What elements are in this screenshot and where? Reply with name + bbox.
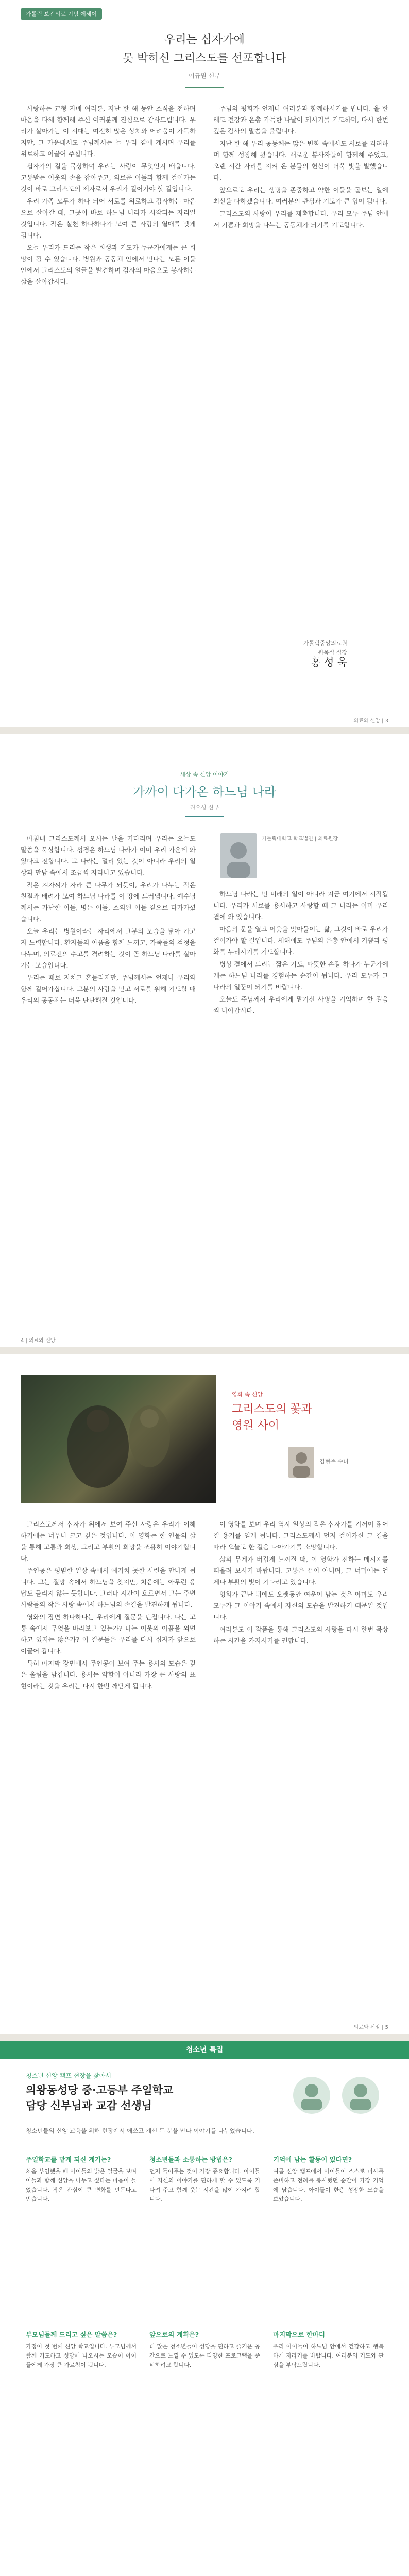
- youth-interview-page: [0, 2041, 409, 2576]
- film-kicker: 영화 속 신앙: [232, 1391, 263, 1398]
- qa-question: 주일학교를 맡게 되신 계기는?: [26, 2156, 111, 2163]
- author-info: 가톨릭대학교 학교법인 | 의료원장: [262, 836, 338, 842]
- page-footer: 4 | 의료와 신앙: [21, 1338, 56, 1344]
- qa-question: 부모님들께 드리고 싶은 말씀은?: [26, 2331, 117, 2338]
- film-author: 김현주 수녀: [319, 1458, 349, 1465]
- paragraph: 영화의 장면 하나하나는 우리에게 질문을 던집니다. 나는 고통 속에서 무엇을 바라보고 있는가? 나는 이웃의 아픔을 외면하고 있지는 않은가? 이 질문들은 우리를 다시 십자가 앞으로 이끌어 갑니다.: [21, 1613, 196, 1655]
- film-still-photo: [21, 1375, 216, 1503]
- paragraph: 오늘 우리가 드리는 작은 희생과 기도가 누군가에게는 큰 희망이 될 수 있습니다. 병원과 공동체 안에서 만나는 모든 이들 안에서 그리스도의 얼굴을 발견하며 감사의 마음으로 봉사하는 삶을 살아갑시다.: [21, 244, 196, 285]
- youth-intro: 청소년들의 신앙 교육을 위해 현장에서 애쓰고 계신 두 분을 만나 이야기를 나누었습니다.: [26, 2123, 383, 2139]
- qa-question: 마지막으로 한마디: [273, 2331, 325, 2338]
- paragraph: 오늘도 주님께서 우리에게 맡기신 사명을 기억하며 한 걸음씩 나아갑시다.: [213, 995, 388, 1014]
- paragraph: 사랑하는 교형 자매 여러분, 지난 한 해 동안 소식을 전하며 마음을 다해 함께해 주신 여러분께 진심으로 감사드립니다. 우리가 살아가는 이 시대는 여전히 많은 상처와 어려움이 가득하지만, 그 가운데서도 주님께서는 늘 우리 곁에 계시며 우리를 위로하고 이끌어 주십니다.: [21, 105, 196, 158]
- paragraph: 병상 곁에서 드리는 짧은 기도, 따뜻한 손길 하나가 누군가에게는 하느님 나라를 경험하는 순간이 됩니다. 우리 모두가 그 나라의 일꾼이 되기를 바랍니다.: [213, 960, 388, 991]
- paragraph: 그리스도의 사랑이 우리를 재촉합니다. 우리 모두 주님 안에서 기쁨과 희망을 나누는 공동체가 되기를 기도합니다.: [213, 210, 388, 229]
- interviewee-photos: [288, 2072, 386, 2119]
- title-divider: [185, 87, 224, 88]
- qa-answer: 먼저 들어주는 것이 가장 중요합니다. 아이들이 자신의 이야기를 편하게 할 수 있도록 기다려 주고 함께 웃는 시간을 많이 가지려 합니다.: [149, 2168, 260, 2202]
- film-column-right: [213, 1519, 388, 1648]
- signature-org: 가톨릭중앙의료원: [303, 640, 347, 647]
- title-divider: [185, 816, 224, 817]
- qa-answer: 가정이 첫 번째 신앙 학교입니다. 부모님께서 함께 기도하고 성당에 나오시는 모습이 아이들에게 가장 큰 가르침이 됩니다.: [26, 2343, 137, 2368]
- qa-item: [26, 2330, 137, 2370]
- qa-item: [26, 2155, 137, 2204]
- signature-name: 홍 성 욱: [311, 656, 347, 668]
- paragraph: 우리는 때로 지치고 흔들리지만, 주님께서는 언제나 우리와 함께 걸어가십니다. 그분의 사랑을 믿고 서로를 위해 기도할 때 우리의 공동체는 더욱 단단해질 것입니다.: [21, 974, 196, 1004]
- person-icon: [288, 1447, 314, 1478]
- paragraph: 영화가 끝난 뒤에도 오랫동안 여운이 남는 것은 아마도 우리 모두가 그 이야기 속에서 자신의 모습을 발견하기 때문일 것입니다.: [213, 1590, 388, 1621]
- film-essay-page: [0, 1354, 409, 2034]
- paragraph: 특히 마지막 장면에서 주인공이 보여 주는 용서의 모습은 깊은 울림을 남깁니다. 용서는 약함이 아니라 가장 큰 사랑의 표현이라는 것을 우리는 다시 한번 깨닫게 됩니다.: [21, 1659, 196, 1690]
- essay-page-1: [0, 0, 409, 727]
- title-line-2: 영원 사이: [232, 1419, 280, 1432]
- title-line-1: 그리스도의 꽃과: [232, 1403, 312, 1416]
- headline-line-1: 의왕동성당 중·고등부 주일학교: [26, 2084, 174, 2096]
- qa-item: [149, 2155, 260, 2204]
- qa-item: [273, 2330, 384, 2370]
- essay-author: 이규원 신부: [189, 72, 220, 79]
- title-line-2: 못 박히신 그리스도를 선포합니다: [122, 52, 287, 65]
- youth-subtitle: 청소년 신앙 캠프 현장을 찾아서: [26, 2072, 111, 2079]
- page-footer: 의료와 신앙 | 5: [353, 2025, 388, 2030]
- qa-question: 청소년들과 소통하는 방법은?: [149, 2156, 232, 2163]
- youth-banner: [0, 2041, 409, 2059]
- essay-column-right: [213, 103, 388, 232]
- paragraph: 하느님 나라는 먼 미래의 일이 아니라 지금 여기에서 시작됩니다. 우리가 서로를 용서하고 사랑할 때 그 나라는 이미 우리 곁에 와 있습니다.: [213, 890, 388, 921]
- paragraph: 삶의 무게가 버겁게 느껴질 때, 이 영화가 전하는 메시지를 떠올려 보시기 바랍니다. 고통은 끝이 아니며, 그 너머에는 언제나 부활의 빛이 기다리고 있습니다.: [213, 1555, 388, 1586]
- essay-author: 권오성 신부: [190, 804, 219, 811]
- paragraph: 마침내 그리스도께서 오시는 날을 기다리며 우리는 오늘도 말씀을 묵상합니다. 성경은 하느님 나라가 이미 우리 가운데 와 있다고 전합니다. 그 나라는 멀리 있는 것이 아니라 우리의 일상과 만남 속에서 조금씩 자라나고 있습니다.: [21, 835, 196, 876]
- essay-page-2: [0, 734, 409, 1347]
- qa-question: 앞으로의 계획은?: [149, 2331, 199, 2338]
- essay-column-left: [21, 103, 196, 289]
- essay-title: [0, 31, 409, 68]
- film-scene-image: [21, 1375, 216, 1503]
- qa-answer: 처음 부임했을 때 아이들의 밝은 얼굴을 보며 이들과 함께 신앙을 나누고 싶다는 마음이 들었습니다. 작은 관심이 큰 변화를 만든다고 믿습니다.: [26, 2168, 137, 2202]
- qa-question: 기억에 남는 활동이 있다면?: [273, 2156, 352, 2163]
- paragraph: 우리 가족 모두가 하나 되어 서로를 위로하고 감사하는 마음으로 살아갈 때, 그곳이 바로 하느님 나라가 시작되는 자리일 것입니다. 작은 실천 하나하나가 모여 큰 사랑의 열매를 맺게 됩니다.: [21, 197, 196, 239]
- qa-answer: 여름 신앙 캠프에서 아이들이 스스로 미사를 준비하고 전례를 봉사했던 순간이 가장 기억에 남습니다. 아이들이 한층 성장한 모습을 보았습니다.: [273, 2168, 384, 2202]
- paragraph: 오늘 우리는 병원이라는 자리에서 그분의 모습을 닮아 가고자 노력합니다. 환자들의 아픔을 함께 느끼고, 가족들의 걱정을 나누며, 의료진의 수고를 격려하는 것이 곧 하느님 나라를 살아가는 모습입니다.: [21, 927, 196, 969]
- essay-title: 가까이 다가온 하느님 나라: [133, 785, 276, 799]
- essay-kicker: 세상 속 신앙 이야기: [180, 771, 229, 778]
- page-footer: 의료와 신앙 | 3: [353, 718, 388, 724]
- headline-line-2: 담당 신부님과 교감 선생님: [26, 2099, 152, 2112]
- essay-column-right: [213, 889, 388, 1018]
- person-icon: [220, 833, 257, 878]
- film-column-left: [21, 1519, 196, 1693]
- paragraph: 여러분도 이 작품을 통해 그리스도의 사랑을 다시 한번 묵상하는 시간을 가지시기를 권합니다.: [213, 1625, 388, 1645]
- paragraph: 십자가의 길을 묵상하며 우리는 사랑이 무엇인지 배웁니다. 고통받는 이웃의 손을 잡아주고, 외로운 이들과 함께 걸어가는 것이 바로 그리스도의 제자로서 우리가 걸어가야 할 길입니다.: [21, 162, 196, 193]
- film-title: [232, 1401, 312, 1434]
- qa-answer: 더 많은 청소년들이 성당을 편하고 즐거운 공간으로 느낄 수 있도록 다양한 프로그램을 준비하려고 합니다.: [149, 2343, 260, 2368]
- paragraph: 주님의 평화가 언제나 여러분과 함께하시기를 빕니다. 올 한 해도 건강과 은총 가득한 나날이 되시기를 기도하며, 다시 한번 깊은 감사의 말씀을 올립니다.: [213, 105, 388, 135]
- author-photo: [288, 1447, 314, 1478]
- qa-answer: 우리 아이들이 하느님 안에서 건강하고 행복하게 자라기를 바랍니다. 여러분의 기도와 관심을 부탁드립니다.: [273, 2343, 384, 2368]
- paragraph: 앞으로도 우리는 생명을 존중하고 약한 이들을 돌보는 일에 최선을 다하겠습니다. 여러분의 관심과 기도가 큰 힘이 됩니다.: [213, 186, 388, 205]
- signature-role: 원목실 실장: [318, 649, 347, 656]
- interviewee-avatars: [288, 2072, 386, 2119]
- section-tag: 가톨릭 보건의료 기념 에세이: [21, 8, 102, 20]
- paragraph: 작은 겨자씨가 자라 큰 나무가 되듯이, 우리가 나누는 작은 친절과 배려가 모여 하느님 나라를 이 땅에 드러냅니다. 예수님께서는 가난한 이들, 병든 이들, 소외된 이들 곁으로 다가가셨습니다.: [21, 881, 196, 923]
- banner-label: 청소년 특집: [185, 2046, 224, 2054]
- author-photo: [220, 833, 257, 878]
- paragraph: 마음의 문을 열고 이웃을 맞아들이는 삶, 그것이 바로 우리가 걸어가야 할 길입니다. 새해에도 주님의 은총 안에서 기쁨과 평화를 누리시기를 기도합니다.: [213, 925, 388, 956]
- signature-block: [303, 639, 347, 667]
- title-line-1: 우리는 십자가에: [164, 33, 245, 46]
- paragraph: 지난 한 해 우리 공동체는 많은 변화 속에서도 서로를 격려하며 함께 성장해 왔습니다. 새로운 봉사자들이 함께해 주었고, 오랜 시간 자리를 지켜 온 분들의 헌신이 더욱 빛을 발했습니다.: [213, 140, 388, 181]
- paragraph: 주인공은 평범한 일상 속에서 예기치 못한 시련을 만나게 됩니다. 그는 절망 속에서 하느님을 찾지만, 처음에는 아무런 응답도 들리지 않는 듯합니다. 그러나 시간이 흐르면서 그는 주변 사람들의 작은 사랑 속에서 하느님의 손길을 발견하게 됩니다.: [21, 1567, 196, 1608]
- youth-headline: [26, 2082, 173, 2113]
- qa-item: [273, 2155, 384, 2204]
- paragraph: 그리스도께서 십자가 위에서 보여 주신 사랑은 우리가 이해하기에는 너무나 크고 깊은 것입니다. 이 영화는 한 인물의 삶을 통해 고통과 희생, 그리고 부활의 희망을 조용히 이야기합니다.: [21, 1520, 196, 1562]
- paragraph: 이 영화를 보며 우리 역시 일상의 작은 십자가를 기꺼이 짊어질 용기를 얻게 됩니다. 그리스도께서 먼저 걸어가신 그 길을 따라 오늘도 한 걸음 나아가기를 소망합니다.: [213, 1520, 388, 1551]
- qa-item: [149, 2330, 260, 2370]
- essay-column-left: [21, 833, 196, 1007]
